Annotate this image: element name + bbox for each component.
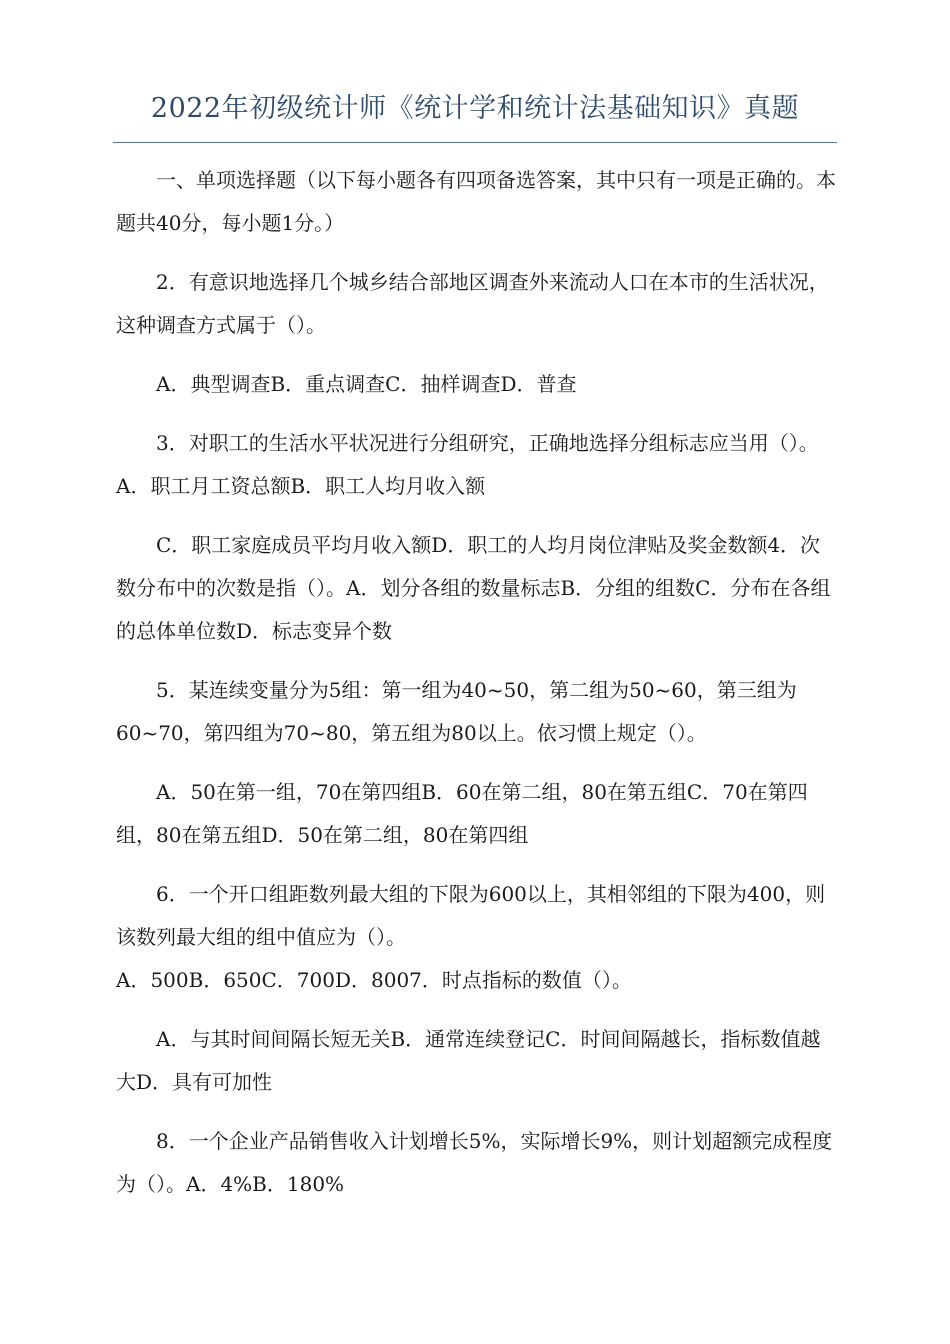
question-2-options: A．典型调查B．重点调查C．抽样调查D．普查	[156, 372, 577, 396]
question-5-options: A．50在第一组，70在第四组B．60在第二组，80在第五组C．70在第四组，80在第五组D．50在第二组，80在第四组	[116, 780, 808, 847]
question-3-4-options: C．职工家庭成员平均月收入额D．职工的人均月岗位津贴及奖金数额4．次数分布中的次数是指（）。A．划分各组的数量标志B．分组的组数C．分布在各组的总体单位数D．标志变异个数	[116, 533, 831, 643]
question-5: 5．某连续变量分为5组：第一组为40~50，第二组为50~60，第三组为60~70，第四组为70~80，第五组为80以上。依习惯上规定（）。	[116, 678, 797, 745]
title-divider	[113, 142, 837, 143]
document-body	[116, 159, 836, 1206]
section-heading: 一、单项选择题（以下每小题各有四项备选答案，其中只有一项是正确的。本题共40分，每小题1分。）	[116, 168, 836, 235]
question-8: 8．一个企业产品销售收入计划增长5%，实际增长9%，则计划超额完成程度为（）。A．4%B．180%	[116, 1129, 833, 1196]
question-2: 2．有意识地选择几个城乡结合部地区调查外来流动人口在本市的生活状况，这种调查方式属于（）。	[116, 270, 829, 337]
document-title: 2022年初级统计师《统计学和统计法基础知识》真题	[150, 93, 800, 124]
question-6: 6．一个开口组距数列最大组的下限为600以上，其相邻组的下限为400，则该数列最大组的组中值应为（）。	[116, 882, 826, 949]
question-6-7-options: A．500B．650C．700D．8007．时点指标的数值（）。	[116, 968, 632, 992]
question-7-options: A．与其时间间隔长短无关B．通常连续登记C．时间间隔越长，指标数值越大D．具有可加性	[116, 1027, 821, 1094]
question-3: 3．对职工的生活水平状况进行分组研究，正确地选择分组标志应当用（）。A．职工月工资总额B．职工人均月收入额	[116, 431, 819, 498]
